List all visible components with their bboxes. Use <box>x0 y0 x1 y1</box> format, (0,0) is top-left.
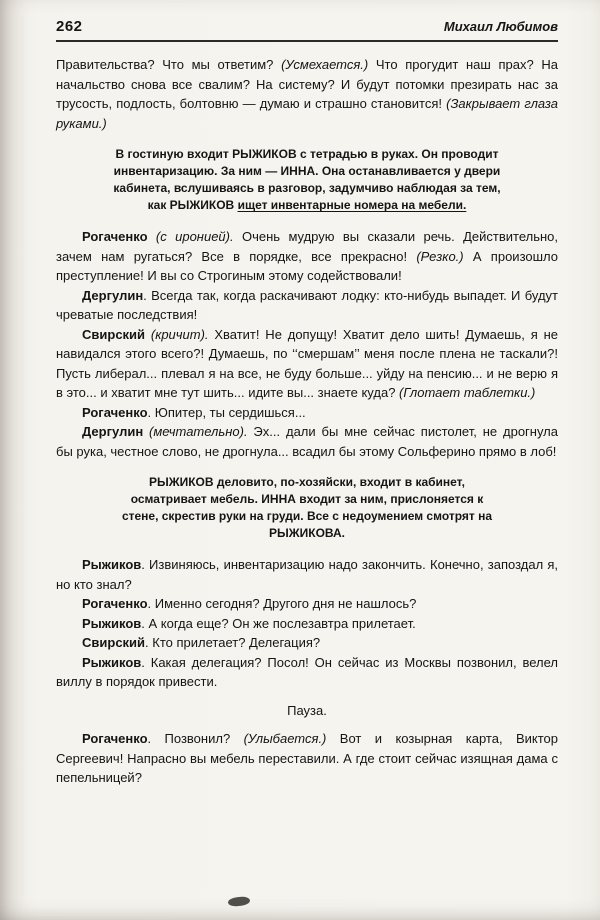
dialogue-paragraph <box>56 653 558 692</box>
text-segment: Рогаченко <box>82 404 148 420</box>
author-name: Михаил Любимов <box>443 19 558 34</box>
stage-direction <box>111 146 503 214</box>
text-segment: . Именно сегодня? Другого дня не нашлось? <box>147 596 417 611</box>
text-segment: Свирский <box>82 635 146 650</box>
text-segment: (с иронией). <box>155 229 234 244</box>
dialogue-paragraph <box>56 403 558 423</box>
text-segment: Эх... дали бы мне сейчас пистолет, не дрогнула бы рука, честное слово, не дрогнула... всадил бы этому Сольферино прямо в лоб! <box>56 424 558 459</box>
text-segment: А произошло преступление! И вы со Строгиным этому содействовали! <box>56 248 559 283</box>
dialogue-paragraph <box>56 614 558 634</box>
text-segment: . Всегда так, когда раскачивают лодку: кто-нибудь выпадет. И будут чреватые последствия! <box>56 287 558 322</box>
header-rule <box>56 40 558 42</box>
stage-direction <box>111 474 503 542</box>
dialogue-paragraph <box>56 422 558 461</box>
dialogue-paragraph <box>56 227 558 286</box>
dialogue-paragraph <box>56 594 558 614</box>
dialogue-paragraph <box>56 729 558 788</box>
pause-marker <box>56 701 558 721</box>
text-segment: . Извиняюсь, инвентаризацию надо закончить. Конечно, запоздал я, но кто знал? <box>56 557 558 592</box>
page-number: 262 <box>56 18 83 35</box>
text-segment: Дергулин <box>82 287 144 303</box>
text-segment: РЫЖИКОВ деловито, по-хозяйски, входит в кабинет, осматривает мебель. ИННА входит за ним, прислоняется к стене, скрестив руки на груди. Все с недоумением смотрят на РЫЖИКОВА. <box>121 475 493 540</box>
text-column <box>56 55 558 788</box>
body-paragraph <box>56 55 558 133</box>
dialogue-paragraph <box>56 325 558 403</box>
text-segment: Пауза. <box>287 702 327 718</box>
text-segment: (кричит). <box>150 326 209 342</box>
text-segment: Рогаченко <box>82 229 156 244</box>
text-segment: Вот и козырная карта, Виктор Сергеевич! Напрасно вы мебель переставили. А где стоит сейчас изящная дама с пепельницей? <box>56 731 558 785</box>
text-segment: (Резко.) <box>416 248 464 264</box>
page-header <box>56 18 558 35</box>
text-segment: Рыжиков <box>82 615 142 631</box>
text-segment: Что прогудит наш прах? На начальство снова все свалим? На систему? И будут потомки презирать нас за трусость, подлость, болтовню — думаю и страшно становится! <box>56 57 559 111</box>
text-segment: Дергулин <box>82 424 150 439</box>
text-segment: В гостиную входит РЫЖИКОВ с тетрадью в руках. Он проводит инвентаризацию. За ним — ИННА. Она останавливается у двери кабинета, вслушиваясь в разговор, задумчиво наблюдая за тем, как РЫЖИКОВ <box>113 147 501 212</box>
text-segment: ищет инвентарные номера на мебели. <box>237 198 467 212</box>
dialogue-paragraph <box>56 555 558 594</box>
text-segment: . А когда еще? Он же послезавтра прилетает. <box>141 615 416 631</box>
text-segment: Рогаченко <box>82 731 148 746</box>
dialogue-paragraph <box>56 633 558 653</box>
text-segment: Правительства? Что мы ответим? <box>56 57 282 72</box>
text-segment: Рыжиков <box>82 654 142 670</box>
text-segment: Свирский <box>82 326 151 342</box>
text-segment: (Закрывает глаза руками.) <box>56 96 558 131</box>
text-segment: Рогаченко <box>82 596 148 611</box>
dialogue-paragraph <box>56 286 558 325</box>
text-segment: (Улыбается.) <box>243 731 327 746</box>
text-segment: Хватит! Не допущу! Хватит дело шить! Думаешь, я не навидался этого всего?! Думаешь, по ‘‘смершам’’ меня после плена не таскали?! Пусть либерал... плевал я на все, не буду больше... уйду на пенсию... и не верю я в это... и хватит мне тут шить... идите вы... знаете куда? <box>56 326 558 400</box>
scan-ink-mark <box>228 896 251 907</box>
text-segment: Очень мудрую вы сказали речь. Действительно, зачем нам ругаться? Все в порядке, все прекрасно! <box>56 229 558 264</box>
text-segment: (мечтательно). <box>149 424 248 439</box>
text-segment: . Какая делегация? Посол! Он сейчас из Москвы позвонил, велел виллу в порядок привести. <box>56 654 558 689</box>
text-segment: . Юпитер, ты сердишься... <box>147 404 306 420</box>
text-segment: (Глотает таблетки.) <box>399 385 536 400</box>
text-segment: . Кто прилетает? Делегация? <box>145 635 321 650</box>
text-segment: Рыжиков <box>82 557 142 572</box>
text-segment: . Позвонил? <box>147 731 244 746</box>
text-segment: (Усмехается.) <box>281 57 369 72</box>
